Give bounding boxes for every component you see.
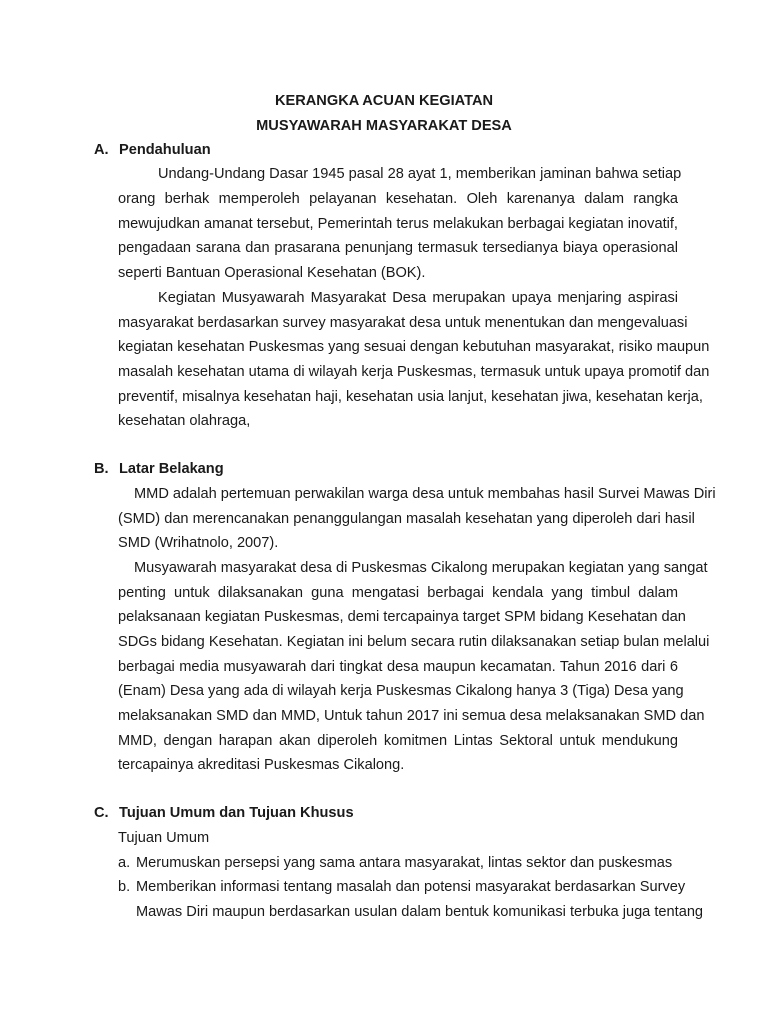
paragraph-line: masyarakat berdasarkan survey masyarakat desa untuk menentukan dan mengevaluasi bbox=[118, 315, 688, 331]
list-item-text: Memberikan informasi tentang masalah dan potensi masyarakat berdasarkan Survey bbox=[136, 879, 686, 895]
list-marker: b. bbox=[118, 879, 131, 895]
subheading-tujuan-umum: Tujuan Umum bbox=[118, 830, 210, 846]
paragraph-line: penting untuk dilaksanakan guna mengatasi berbagai kendala yang timbul dalam bbox=[118, 585, 678, 601]
section-b-title: Latar Belakang bbox=[119, 461, 224, 477]
section-a-title: Pendahuluan bbox=[119, 142, 211, 158]
doc-title-line2: MUSYAWARAH MASYARAKAT DESA bbox=[256, 118, 512, 134]
paragraph-line: MMD, dengan harapan akan diperoleh komitmen Lintas Sektoral untuk mendukung bbox=[118, 733, 678, 749]
paragraph-line: tercapainya akreditasi Puskesmas Cikalong. bbox=[118, 757, 405, 773]
section-c-letter: C. bbox=[94, 805, 109, 821]
section-c-title: Tujuan Umum dan Tujuan Khusus bbox=[119, 805, 354, 821]
list-marker: a. bbox=[118, 855, 131, 871]
doc-title-line1: KERANGKA ACUAN KEGIATAN bbox=[274, 93, 494, 109]
paragraph-line: pelaksanaan kegiatan Puskesmas, demi tercapainya target SPM bidang Kesehatan dan bbox=[118, 609, 686, 625]
paragraph-line: Musyawarah masyarakat desa di Puskesmas Cikalong merupakan kegiatan yang sangat bbox=[134, 560, 708, 576]
list-item bbox=[118, 880, 685, 895]
list-item bbox=[118, 856, 672, 871]
paragraph-line: Kegiatan Musyawarah Masyarakat Desa merupakan upaya menjaring aspirasi bbox=[158, 290, 678, 306]
list-item-text: Merumuskan persepsi yang sama antara masyarakat, lintas sektor dan puskesmas bbox=[136, 855, 673, 871]
section-b-letter: B. bbox=[94, 461, 109, 477]
section-c-heading bbox=[94, 806, 354, 821]
paragraph-line: seperti Bantuan Operasional Kesehatan (BOK). bbox=[118, 265, 426, 281]
paragraph-line: (SMD) dan merencanakan penanggulangan masalah kesehatan yang diperoleh dari hasil bbox=[118, 511, 695, 527]
paragraph-line: (Enam) Desa yang ada di wilayah kerja Puskesmas Cikalong hanya 3 (Tiga) Desa yang bbox=[118, 683, 684, 699]
section-b-heading bbox=[94, 462, 224, 477]
paragraph-line: preventif, misalnya kesehatan haji, kesehatan usia lanjut, kesehatan jiwa, kesehatan kerja, bbox=[118, 389, 703, 405]
paragraph-line: SMD (Wrihatnolo, 2007). bbox=[118, 535, 279, 551]
section-a-letter: A. bbox=[94, 142, 109, 158]
paragraph-line: berbagai media musyawarah dari tingkat desa maupun kecamatan. Tahun 2016 dari 6 bbox=[118, 659, 678, 675]
paragraph-line: orang berhak memperoleh pelayanan kesehatan. Oleh karenanya dalam rangka bbox=[118, 191, 678, 207]
paragraph-line: pengadaan sarana dan prasarana penunjang termasuk tersedianya biaya operasional bbox=[118, 240, 678, 256]
list-item-continuation: Mawas Diri maupun berdasarkan usulan dalam bentuk komunikasi terbuka juga tentang bbox=[136, 904, 704, 920]
paragraph-line: kegiatan kesehatan Puskesmas yang sesuai dengan kebutuhan masyarakat, risiko maupun bbox=[118, 339, 710, 355]
paragraph-line: MMD adalah pertemuan perwakilan warga desa untuk membahas hasil Survei Mawas Diri bbox=[134, 486, 716, 502]
paragraph-line: mewujudkan amanat tersebut, Pemerintah terus melakukan berbagai kegiatan inovatif, bbox=[118, 216, 678, 232]
paragraph-line: masalah kesehatan utama di wilayah kerja Puskesmas, termasuk untuk upaya promotif dan bbox=[118, 364, 710, 380]
paragraph-line: Undang-Undang Dasar 1945 pasal 28 ayat 1, memberikan jaminan bahwa setiap bbox=[158, 166, 682, 182]
paragraph-line: melaksanakan SMD dan MMD, Untuk tahun 2017 ini semua desa melaksanakan SMD dan bbox=[118, 708, 705, 724]
paragraph-line: kesehatan olahraga, bbox=[118, 413, 251, 429]
paragraph-line: SDGs bidang Kesehatan. Kegiatan ini belum secara rutin dilaksanakan setiap bulan melalui bbox=[118, 634, 710, 650]
section-a-heading bbox=[94, 143, 211, 158]
